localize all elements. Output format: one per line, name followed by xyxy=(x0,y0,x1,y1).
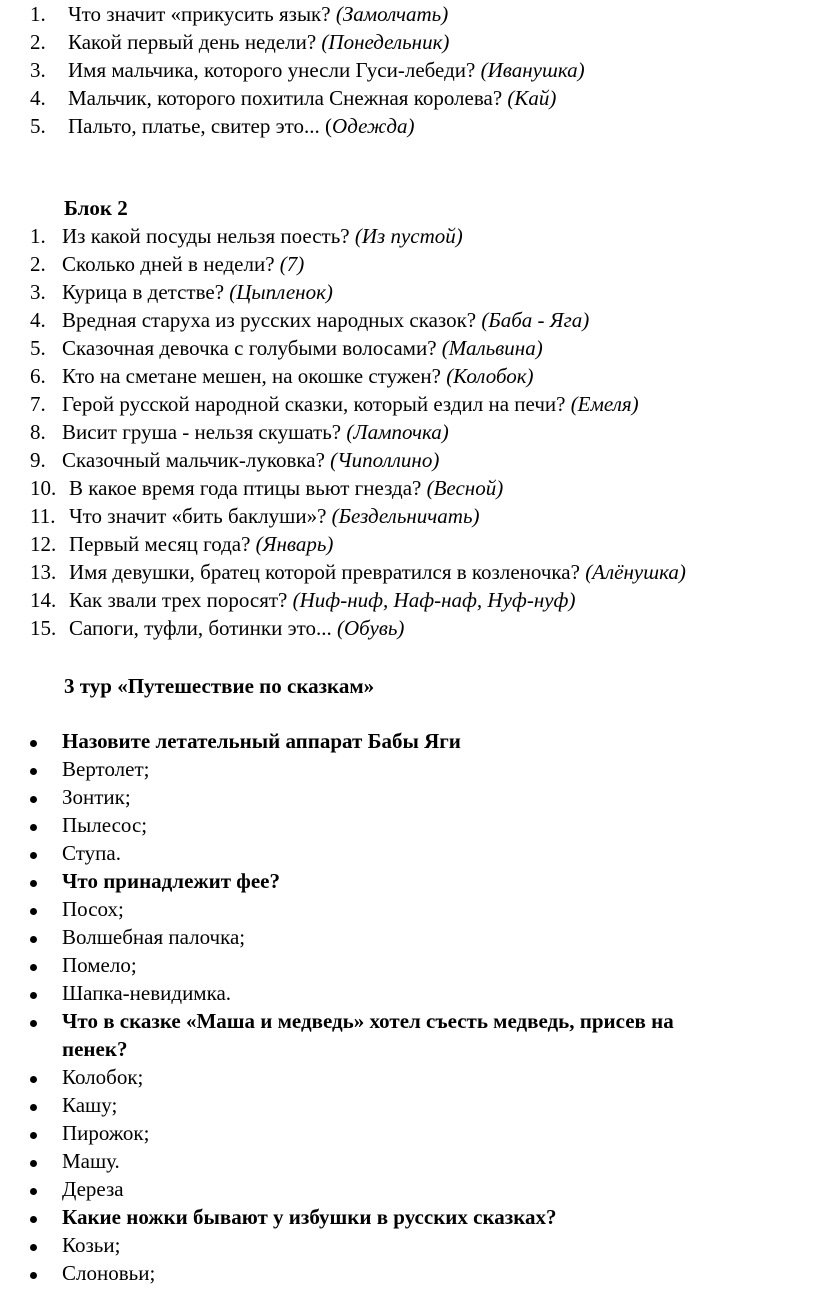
option-text: Посох; xyxy=(62,897,124,921)
bullet-icon xyxy=(30,1244,37,1251)
bullet-icon xyxy=(30,1020,37,1027)
bullet-icon xyxy=(30,880,37,887)
item-number: 5. xyxy=(30,336,46,360)
answer-text: (Лампочка) xyxy=(346,420,449,444)
item-number: 1. xyxy=(30,224,46,248)
answer-text: (Январь) xyxy=(255,532,334,556)
question-text: Имя мальчика, которого унесли Гуси-лебеди? xyxy=(68,58,481,82)
answer-text: (Замолчать) xyxy=(335,2,449,26)
question-text: Имя девушки, братец которой превратился в козленочка? xyxy=(69,560,586,584)
option-text: Помело; xyxy=(62,953,137,977)
answer-text: (Понедельник) xyxy=(321,30,450,54)
question-text: Как звали трех поросят? xyxy=(69,588,293,612)
question-text: Висит груша - нельзя скушать? xyxy=(62,420,347,444)
question-text: Сколько дней в недели? xyxy=(62,252,280,276)
bullet-icon xyxy=(30,740,37,747)
bullet-icon xyxy=(30,1160,37,1167)
answer-text: (Бездельничать) xyxy=(331,504,480,528)
item-number: 9. xyxy=(30,448,46,472)
item-number: 11. xyxy=(30,504,56,528)
answer-text: (7) xyxy=(279,252,305,276)
item-number: 15. xyxy=(30,616,57,640)
option-text: Вертолет; xyxy=(62,757,150,781)
item-number: 8. xyxy=(30,420,46,444)
question-text: Пальто, платье, свитер это... ( xyxy=(68,114,333,138)
question-text: Что значит «бить баклуши»? xyxy=(69,504,332,528)
answer-text: (Мальвина) xyxy=(441,336,543,360)
item-number: 13. xyxy=(30,560,57,584)
item-number: 3. xyxy=(30,280,46,304)
bullet-icon xyxy=(30,852,37,859)
option-text: Шапка-невидимка. xyxy=(62,981,232,1005)
question-text-continued: пенек? xyxy=(62,1037,128,1061)
question-text: Из какой посуды нельзя поесть? xyxy=(62,224,355,248)
question-text: Сказочная девочка с голубыми волосами? xyxy=(62,336,442,360)
item-number: 3. xyxy=(30,58,46,82)
answer-text: (Колобок) xyxy=(446,364,534,388)
bullet-icon xyxy=(30,1104,37,1111)
answer-text: (Ниф-ниф, Наф-наф, Нуф-нуф) xyxy=(292,588,576,612)
option-text: Колобок; xyxy=(62,1065,144,1089)
bullet-icon xyxy=(30,1188,37,1195)
bullet-icon xyxy=(30,1076,37,1083)
bullet-icon xyxy=(30,936,37,943)
answer-text: (Весной) xyxy=(426,476,504,500)
bullet-icon xyxy=(30,964,37,971)
answer-text: Одежда) xyxy=(332,114,415,138)
block2-heading: Блок 2 xyxy=(64,196,128,220)
question-text: Мальчик, которого похитила Снежная королева? xyxy=(68,86,508,110)
option-text: Волшебная палочка; xyxy=(62,925,246,949)
question-text: Курица в детстве? xyxy=(62,280,230,304)
list-item xyxy=(0,1007,816,1063)
question-text: Сказочный мальчик-луковка? xyxy=(62,448,331,472)
bullet-icon xyxy=(30,796,37,803)
question-text: Какой первый день недели? xyxy=(68,30,322,54)
question-text: Герой русской народной сказки, который ездил на печи? xyxy=(62,392,571,416)
question-text: Сапоги, туфли, ботинки это... xyxy=(69,616,337,640)
item-number: 4. xyxy=(30,308,46,332)
question-text: Вредная старуха из русских народных сказок? xyxy=(62,308,482,332)
option-text: Пирожок; xyxy=(62,1121,150,1145)
item-number: 2. xyxy=(30,252,46,276)
option-text: Зонтик; xyxy=(62,785,131,809)
question-text: Что принадлежит фее? xyxy=(62,869,280,893)
question-text: Что значит «прикусить язык? xyxy=(68,2,336,26)
answer-text: (Баба - Яга) xyxy=(481,308,590,332)
bullet-icon xyxy=(30,1132,37,1139)
question-text: Первый месяц года? xyxy=(69,532,256,556)
answer-text: (Алёнушка) xyxy=(585,560,686,584)
bullet-icon xyxy=(30,768,37,775)
answer-text: (Чиполлино) xyxy=(330,448,440,472)
item-number: 2. xyxy=(30,30,46,54)
bullet-icon xyxy=(30,1216,37,1223)
option-text: Кашу; xyxy=(62,1093,118,1117)
tour3-heading: 3 тур «Путешествие по сказкам» xyxy=(64,674,375,698)
option-text: Машу. xyxy=(62,1149,120,1173)
question-text: Какие ножки бывают у избушки в русских сказках? xyxy=(62,1205,557,1229)
answer-text: (Обувь) xyxy=(337,616,405,640)
option-text: Пылесос; xyxy=(62,813,148,837)
question-text: Кто на сметане мешен, на окошке стужен? xyxy=(62,364,447,388)
bullet-icon xyxy=(30,908,37,915)
item-number: 5. xyxy=(30,114,46,138)
item-number: 6. xyxy=(30,364,46,388)
option-text: Ступа. xyxy=(62,841,121,865)
bullet-icon xyxy=(30,824,37,831)
answer-text: (Из пустой) xyxy=(354,224,463,248)
bullet-icon xyxy=(30,1272,37,1279)
option-text: Дереза xyxy=(62,1177,124,1201)
item-number: 10. xyxy=(30,476,57,500)
answer-text: (Цыпленок) xyxy=(229,280,333,304)
item-number: 12. xyxy=(30,532,57,556)
question-text: Что в сказке «Маша и медведь» хотел съесть медведь, присев на xyxy=(62,1009,674,1033)
option-text: Козьи; xyxy=(62,1233,121,1257)
answer-text: (Иванушка) xyxy=(480,58,585,82)
bullet-icon xyxy=(30,992,37,999)
option-text: Слоновьи; xyxy=(62,1261,156,1285)
question-text: Назовите летательный аппарат Бабы Яги xyxy=(62,729,461,753)
item-number: 4. xyxy=(30,86,46,110)
item-number: 7. xyxy=(30,392,46,416)
item-number: 14. xyxy=(30,588,57,612)
answer-text: (Емеля) xyxy=(570,392,639,416)
item-number: 1. xyxy=(30,2,46,26)
answer-text: (Кай) xyxy=(507,86,557,110)
question-text: В какое время года птицы вьют гнезда? xyxy=(69,476,427,500)
